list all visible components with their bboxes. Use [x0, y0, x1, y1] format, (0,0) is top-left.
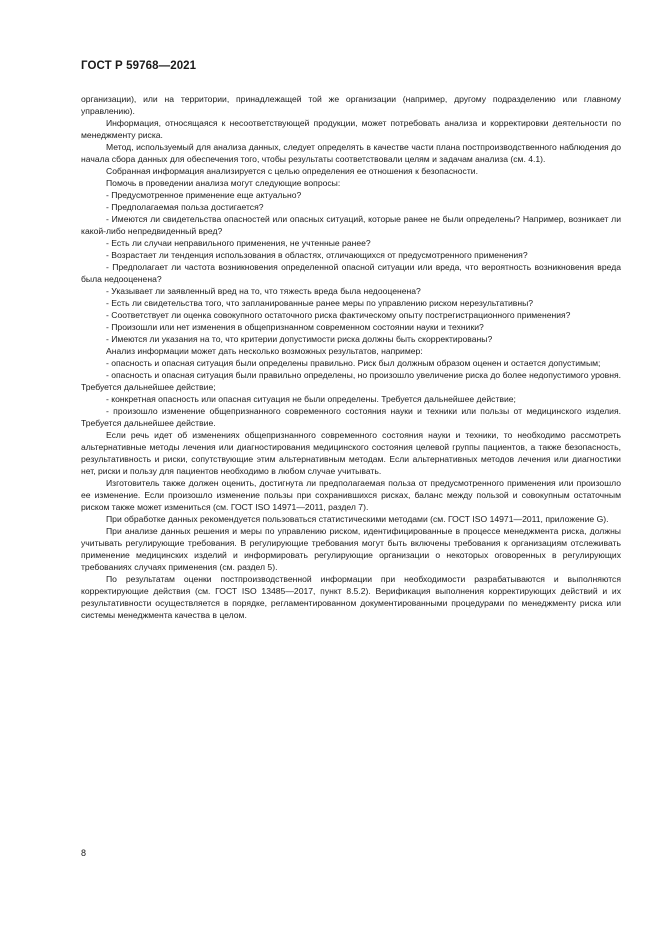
list-item: - Имеются ли указания на то, что критерии допустимости риска должны быть скорректированы? [106, 334, 493, 344]
list-item: - Имеются ли свидетельства опасностей или опасных ситуаций, которые ранее не были определены? Например, возникает ли какой-либо непредвиденный вред? [81, 214, 621, 236]
page-number: 8 [81, 848, 87, 858]
list-item: - конкретная опасность или опасная ситуация не были определены. Требуется дальнейшее действие; [106, 394, 516, 404]
list-item: - Произошли или нет изменения в общепризнанном современном состоянии науки и техники? [106, 322, 484, 332]
paragraph: организации), или на территории, принадлежащей той же организации (например, другому подразделению или главному управлению). [81, 94, 621, 116]
paragraph: При анализе данных решения и меры по управлению риском, идентифицированные в процессе менеджмента риска, должны учитывать регулирующие требования. В регулирующие требования могут быть включены требования к организациям отслеживать применение медицинских изделий и информировать регулирующие организации о некоторых оговоренных в регулирующих требованиях случаях применения (см. раздел 5). [81, 526, 621, 572]
paragraph: Анализ информации может дать несколько возможных результатов, например: [106, 346, 423, 356]
list-item: - Указывает ли заявленный вред на то, что тяжесть вреда была недооценена? [106, 286, 421, 296]
document-body [81, 93, 621, 621]
paragraph: Помочь в проведении анализа могут следующие вопросы: [106, 178, 341, 188]
list-item: - опасность и опасная ситуация были правильно определены, но произошло увеличение риска до более недопустимого уровня. Требуется дальнейшее действие; [81, 370, 621, 392]
paragraph: Собранная информация анализируется с целью определения ее отношения к безопасности. [106, 166, 478, 176]
paragraph: Изготовитель также должен оценить, достигнута ли предполагаемая польза от предусмотренного применения или произошло ее изменение. Если произошло изменение пользы при сохранившихся рисках, баланс между пользой и совокупным остаточным риском также может измениться (см. ГОСТ ISO 14971—2011, раздел 7). [81, 478, 621, 512]
list-item: - Предполагает ли частота возникновения определенной опасной ситуации или вреда, что вероятность возникновения вреда была недооценена? [81, 262, 621, 284]
paragraph: При обработке данных рекомендуется пользоваться статистическими методами (см. ГОСТ ISO 14971—2011, приложение G). [106, 514, 609, 524]
paragraph: Если речь идет об изменениях общепризнанного современного состояния науки и техники, то необходимо рассмотреть альтернативные методы лечения или диагностирования медицинского состояния целевой группы пациентов, а также безопасность, результативность и риски, сопутствующие этим альтернативным методам. Если альтернативных методов лечения или диагностики нет, риски и пользу для пациентов необходимо в любом случае учитывать. [81, 430, 621, 476]
paragraph: По результатам оценки постпроизводственной информации при необходимости разрабатываются и выполняются корректирующие действия (см. ГОСТ ISO 13485—2017, пункт 8.5.2). Верификация выполнения корректирующих действий и их результативности осуществляется в порядке, регламентированном документированными процедурами по менеджменту риска или системы менеджмента качества в целом. [81, 574, 621, 620]
document-header: ГОСТ Р 59768—2021 [81, 60, 197, 72]
list-item: - Предусмотренное применение еще актуально? [106, 190, 302, 200]
list-item: - Есть ли случаи неправильного применения, не учтенные ранее? [106, 238, 371, 248]
list-item: - Предполагаемая польза достигается? [106, 202, 264, 212]
list-item: - произошло изменение общепризнанного современного состояния науки и техники или пользы от медицинского изделия. Требуется дальнейшее действие. [81, 406, 621, 428]
list-item: - Соответствует ли оценка совокупного остаточного риска фактическому опыту пострегистрационного применения? [106, 310, 571, 320]
list-item: - Есть ли свидетельства того, что запланированные ранее меры по управлению риском нерезультативны? [106, 298, 534, 308]
paragraph: Метод, используемый для анализа данных, следует определять в качестве части плана постпроизводственного наблюдения до начала сбора данных для обеспечения того, чтобы результаты соответствовали целям и задачам анализа (см. 4.1). [81, 142, 621, 164]
list-item: - Возрастает ли тенденция использования в областях, отличающихся от предусмотренного применения? [106, 250, 528, 260]
list-item: - опасность и опасная ситуация были определены правильно. Риск был должным образом оценен и остается допустимым; [106, 358, 601, 368]
paragraph: Информация, относящаяся к несоответствующей продукции, может потребовать анализа и корректировки деятельности по менеджменту риска. [81, 118, 621, 140]
